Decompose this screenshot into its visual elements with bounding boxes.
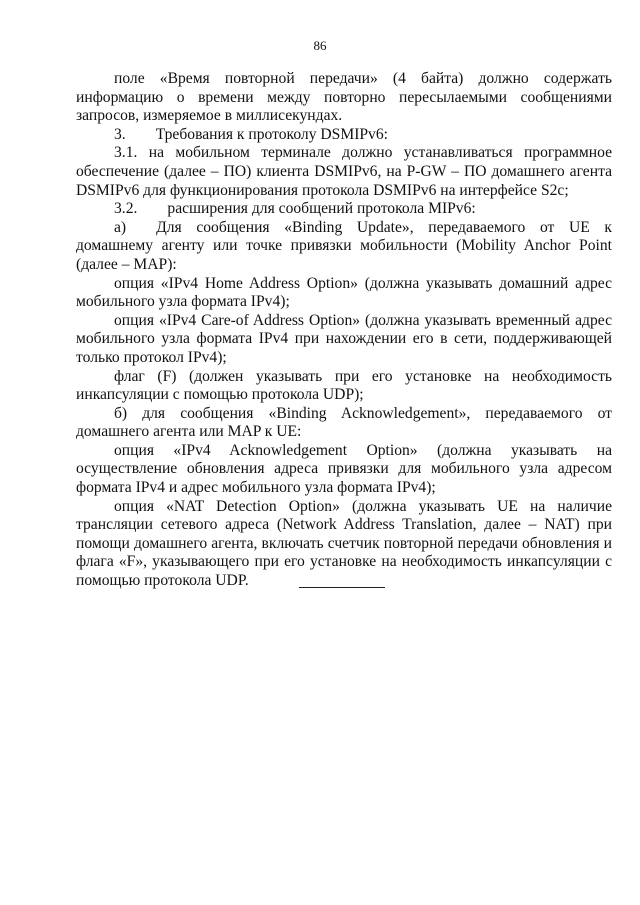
paragraph-home-address-option: опция «IPv4 Home Address Option» (должна указывать домашний адрес мобильного узла формата IPv4);	[76, 274, 612, 311]
page-number: 86	[313, 38, 327, 53]
document-body	[76, 70, 612, 591]
paragraph-3-1: 3.1. на мобильном терминале должно устанавливаться программное обеспечение (далее – ПО) клиента DSMIPv6, на P-GW – ПО домашнего агента DSMIPv6 для функционирования протокола DSMIPv6 на интерфейсе S2c;	[76, 144, 612, 199]
paragraph-binding-acknowledgement: б) для сообщения «Binding Acknowledgement», передаваемого от домашнего агента или MAP к UE:	[76, 404, 612, 441]
paragraph-binding-update	[76, 219, 612, 275]
paragraph-nat-detection-option: опция «NAT Detection Option» (должна указывать UE на наличие трансляции сетевого адреса (Network Address Translation, далее – NAT) при помощи домашнего агента, включать счетчик повторной передачи обновления и флага «F», указывающего при его установке на необходимость инкапсуляции с помощью протокола UDP.	[76, 497, 612, 590]
item-number: 3.	[114, 125, 126, 143]
end-divider	[299, 587, 385, 588]
paragraph-flag-f: флаг (F) (должен указывать при его установке на необходимость инкапсуляции с помощью протокола UDP);	[76, 367, 612, 404]
item-text: Для сообщения «Binding Update», передаваемого от UE к домашнему агенту или точке привязки мобильности (Mobility Anchor Point (далее – MAP):	[76, 218, 612, 273]
item-letter: а)	[114, 218, 127, 236]
paragraph-dsmipv6-requirements	[76, 126, 612, 145]
paragraph-acknowledgement-option: опция «IPv4 Acknowledgement Option» (должна указывать на осуществление обновления адреса привязки для мобильного узла адресом формата IPv4 и адрес мобильного узла формата IPv4);	[76, 441, 612, 497]
paragraph-care-of-address-option: опция «IPv4 Care-of Address Option» (должна указывать временный адрес мобильного узла формата IPv4 при нахождении его в сети, поддерживающей только протокол IPv4);	[76, 311, 612, 366]
item-text: Требования к протоколу DSMIPv6:	[155, 125, 388, 143]
item-number: 3.2.	[114, 200, 138, 218]
paragraph-3-2	[76, 200, 612, 219]
paragraph-retransmission-field: поле «Время повторной передачи» (4 байта) должно содержать информацию о времени между повторно пересылаемыми сообщениями запросов, измеряемое в миллисекундах.	[76, 70, 612, 125]
item-text: расширения для сообщений протокола MIPv6:	[167, 200, 476, 218]
